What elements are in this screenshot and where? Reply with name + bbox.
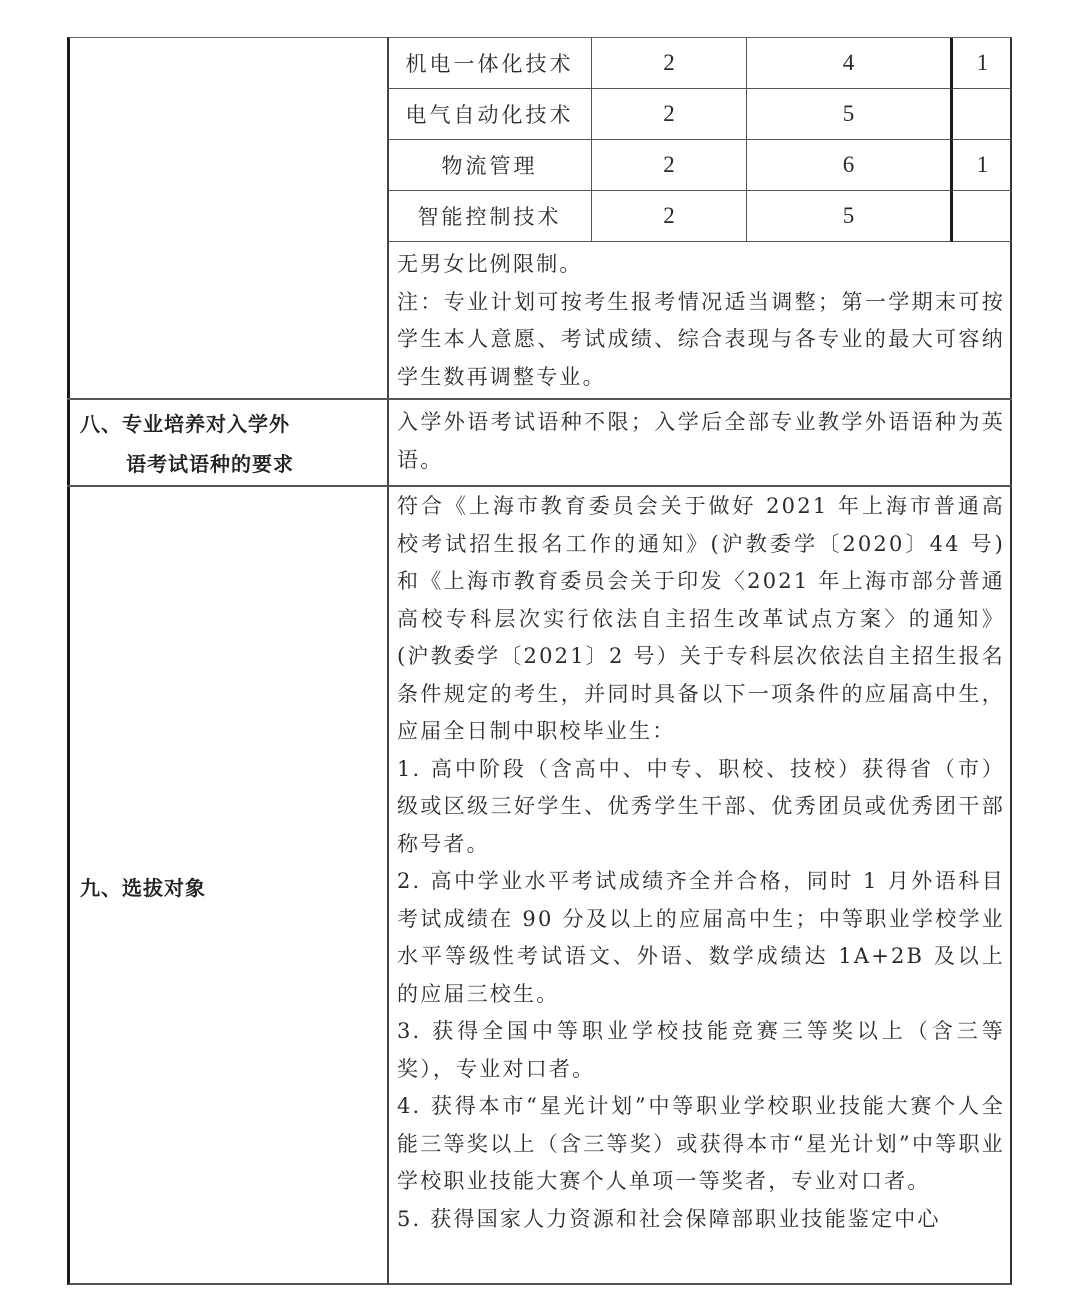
selection-item-2: 2. 高中学业水平考试成绩齐全并合格，同时 1 月外语科目考试成绩在 90 分及以上的应届高中生；中等职业学校学业水平等级性考试语文、外语、数学成绩达 1A+2B 及以上的应届三校生。 bbox=[397, 869, 1005, 1006]
major-value-b: 5 bbox=[747, 191, 953, 242]
section-8-label-line2: 语考试语种的要求 bbox=[126, 452, 294, 476]
major-name: 智能控制技术 bbox=[388, 191, 592, 242]
major-value-b: 5 bbox=[747, 89, 953, 140]
language-requirement: 入学外语考试语种不限；入学后全部专业教学外语语种为英语。 bbox=[397, 410, 1005, 472]
selection-intro: 符合《上海市教育委员会关于做好 2021 年上海市普通高校考试招生报名工作的通知》(沪教委学〔2020〕44 号)和《上海市教育委员会关于印发〈2021 年上海市部分普通高校专科层次实行依法自主招生改革试点方案〉的通知》(沪教委学〔2021〕2 号）关于专科层次依法自主招生报名条件规定的考生，并同时具备以下一项条件的应届高中生，应届全日制中职校毕业生： bbox=[397, 494, 1005, 743]
major-value-c: 1 bbox=[953, 38, 1012, 89]
row-divider bbox=[67, 398, 1012, 400]
section-8-label-line1: 八、专业培养对入学外 bbox=[80, 412, 290, 436]
selection-item-1: 1. 高中阶段（含高中、中专、职校、技校）获得省（市）级或区级三好学生、优秀学生干部、优秀团员或优秀团干部称号者。 bbox=[397, 756, 1005, 856]
section-9-content bbox=[397, 488, 1005, 1238]
section-8-label bbox=[80, 404, 294, 484]
major-value-c bbox=[953, 89, 1012, 140]
selection-item-3: 3. 获得全国中等职业学校技能竞赛三等奖以上（含三等奖），专业对口者。 bbox=[397, 1019, 1005, 1081]
majors-notes bbox=[397, 246, 1005, 396]
table-row bbox=[388, 89, 1012, 140]
table-row bbox=[388, 38, 1012, 89]
major-name: 机电一体化技术 bbox=[388, 38, 592, 89]
major-value-b: 4 bbox=[747, 38, 953, 89]
row-divider bbox=[67, 485, 1012, 487]
major-value-a: 2 bbox=[592, 191, 747, 242]
major-value-c bbox=[953, 191, 1012, 242]
major-value-a: 2 bbox=[592, 89, 747, 140]
table-row bbox=[388, 191, 1012, 242]
major-value-a: 2 bbox=[592, 38, 747, 89]
selection-item-4: 4. 获得本市“星光计划”中等职业学校职业技能大赛个人全能三等奖以上（含三等奖）或获得本市“星光计划”中等职业学校职业技能大赛个人单项一等奖者，专业对口者。 bbox=[397, 1094, 1005, 1193]
major-value-c: 1 bbox=[953, 140, 1012, 191]
major-value-a: 2 bbox=[592, 140, 747, 191]
section-8-content bbox=[397, 404, 1005, 479]
table-row bbox=[388, 140, 1012, 191]
gender-ratio-note: 无男女比例限制。 bbox=[397, 252, 583, 276]
section-9-label: 九、选拔对象 bbox=[80, 876, 206, 900]
adjustment-note: 注：专业计划可按考生报考情况适当调整；第一学期末可按学生本人意愿、考试成绩、综合表现与各专业的最大可容纳学生数再调整专业。 bbox=[397, 289, 1005, 389]
selection-item-5: 5. 获得国家人力资源和社会保障部职业技能鉴定中心 bbox=[397, 1206, 941, 1231]
major-value-b: 6 bbox=[747, 140, 953, 191]
major-name: 物流管理 bbox=[388, 140, 592, 191]
major-name: 电气自动化技术 bbox=[388, 89, 592, 140]
